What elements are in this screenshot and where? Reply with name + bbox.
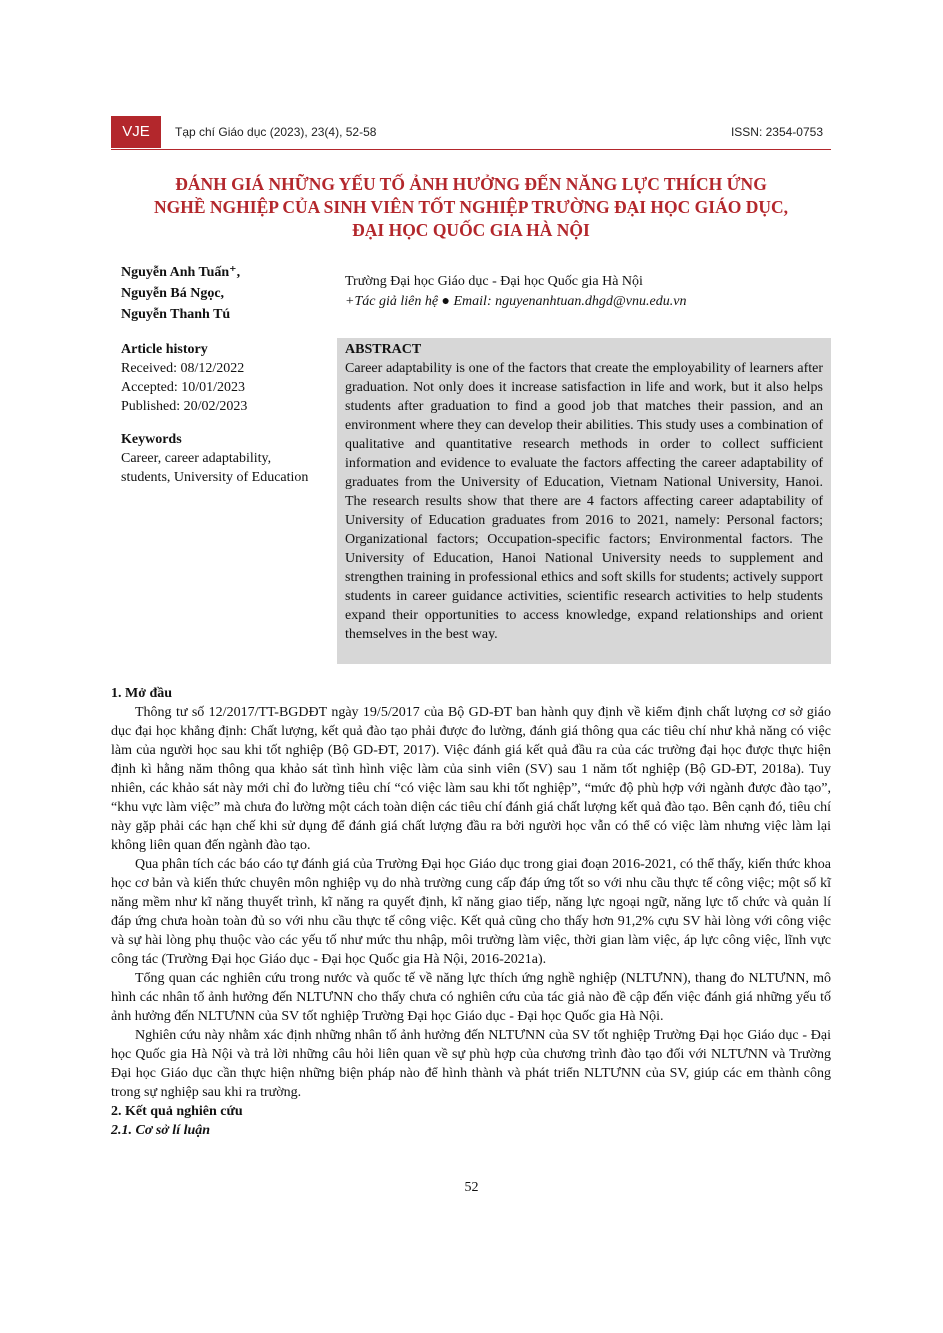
- accepted-date: Accepted: 10/01/2023: [121, 380, 246, 395]
- paragraph: Qua phân tích các báo cáo tự đánh giá của Trường Đại học Giáo dục trong giai đoạn 2016-2021, có thể thấy, kiến thức khoa học cơ bản và kiến thức chuyên môn nghiệp vụ do nhà trường cung cấp đáp ứng tốt so với nhu cầu thực tế công việc; một số kĩ năng mềm như kĩ năng thuyết trình, kĩ năng ra quyết định, kĩ năng giao tiếp, năng lực ngoại ngữ, năng lực tổ chức và quản lí đáp ứng chưa hoàn toàn đủ so với nhu cầu thực tế công việc. Kết quả cũng cho thấy hơn 91,2% cựu SV hài lòng với công việc và sự hài lòng phụ thuộc vào các yếu tố như mức thu nhập, môi trường làm việc, thời gian làm việc, áp lực công việc, lĩnh vực công tác (Trường Đại học Giáo dục - Đại học Quốc gia Hà Nội, 2016-2021a).: [111, 857, 831, 967]
- paragraph: Nghiên cứu này nhằm xác định những nhân tố ảnh hưởng đến NLTƯNN của SV tốt nghiệp Trường Đại học Giáo dục - Đại học Quốc gia Hà Nội và trả lời những câu hỏi liên quan về sự phù hợp của chương trình đào tạo đối với NLTƯNN và Trường Đại học Giáo dục cần thực hiện những biện pháp nào để hình thành và phát triển NLTƯNN của SV, giúp các em thành công trong sự nghiệp sau khi ra trường.: [111, 1028, 831, 1100]
- author-list: [121, 262, 240, 325]
- institution: Trường Đại học Giáo dục - Đại học Quốc gia Hà Nội: [345, 274, 643, 289]
- section-heading: 2. Kết quả nghiên cứu: [111, 1104, 243, 1119]
- article-title: [111, 173, 831, 242]
- keywords-heading: Keywords: [121, 432, 182, 447]
- paragraph: Thông tư số 12/2017/TT-BGDĐT ngày 19/5/2017 của Bộ GD-ĐT ban hành quy định về kiểm định chất lượng cơ sở giáo dục đại học khẳng định: Chất lượng, kết quả đào tạo phải được đo lường, đánh giá thông qua các tiêu chí như khả năng có việc làm của người học sau khi tốt nghiệp (Bộ GD-ĐT, 2017). Việc đánh giá kết quả đầu ra của các trường đại học được thực hiện định kì hằng năm thông qua khảo sát tình hình việc làm của sinh viên (SV) sau 1 năm tốt nghiệp (Bộ GD-ĐT, 2018a). Tuy nhiên, các khảo sát này mới chỉ đo lường tiêu chí “có việc làm sau khi tốt nghiệp”, “mức độ phù hợp với ngành được đào tạo”, “khu vực làm việc” mà chưa đo lường một cách toàn diện các tiêu chí đánh giá chất lượng kết quả đào tạo. Bên cạnh đó, tiêu chí này gặp phải các hạn chế khi sử dụng để đánh giá chất lượng đầu ra bởi người học vẫn có thể có việc làm nhưng việc làm lại không liên quan đến ngành đào tạo.: [111, 705, 831, 853]
- section-heading: 1. Mở đầu: [111, 686, 173, 701]
- issn: ISSN: 2354-0753: [730, 125, 823, 139]
- abstract-text: Career adaptability is one of the factors that create the employability of learners after graduation. Not only does it increase satisfaction in life and work, but it also helps students after graduation to find a good job that matches their passion, and an environment where they can develop their abilities. This study uses a combination of qualitative and quantitative research methods in order to collect sufficient information and evidence to evaluate the factors affecting the career adaptability of graduates from the University of Education, Vietnam National University, Hanoi. The research results show that there are 4 factors affecting career adaptability of University of Education graduates from 2016 to 2021, namely: Personal factors; Organizational factors; Occupation-specific factors; Environmental factors. The University of Education, Hanoi National University needs to supplement and strengthen training in professional ethics and soft skills for students; actively support students in career guidance activities, scientific research activities to help students expand their opportunities to access knowledge, expand relationships and orient themselves in the best way.: [345, 361, 823, 642]
- author-name: Nguyễn Bá Ngọc,: [121, 286, 225, 301]
- journal-citation: Tạp chí Giáo dục (2023), 23(4), 52-58: [175, 125, 377, 139]
- abstract-heading: ABSTRACT: [345, 342, 422, 357]
- author-name: Nguyễn Thanh Tú: [121, 307, 231, 322]
- journal-logo-badge: VJE: [111, 116, 161, 148]
- keywords-text: Career, career adaptability, students, University of Education: [121, 451, 309, 485]
- affiliation: [345, 272, 686, 312]
- title-line: ĐÁNH GIÁ NHỮNG YẾU TỐ ẢNH HƯỞNG ĐẾN NĂNG LỰC THÍCH ỨNG: [175, 174, 767, 194]
- published-date: Published: 20/02/2023: [121, 399, 248, 414]
- abstract-box: [337, 338, 831, 664]
- title-line: NGHỀ NGHIỆP CỦA SINH VIÊN TỐT NGHIỆP TRƯỜNG ĐẠI HỌC GIÁO DỤC,: [154, 197, 788, 217]
- subsection-heading: 2.1. Cơ sở lí luận: [111, 1123, 211, 1138]
- author-name: Nguyễn Anh Tuấn⁺,: [121, 265, 241, 280]
- journal-header: [111, 116, 831, 148]
- corresponding-author: +Tác giả liên hệ ● Email: nguyenanhtuan.dhgd@vnu.edu.vn: [345, 294, 687, 309]
- article-body: [111, 684, 831, 1140]
- received-date: Received: 08/12/2022: [121, 361, 245, 376]
- paragraph: Tổng quan các nghiên cứu trong nước và quốc tế về năng lực thích ứng nghề nghiệp (NLTƯNN), thang đo NLTƯNN, mô hình các nhân tố ảnh hưởng đến NLTƯNN cho thấy chưa có nghiên cứu của tác giả nào đề cập đến việc đánh giá những yếu tố ảnh hưởng đến NLTƯNN của SV tốt nghiệp Trường Đại học Giáo dục - Đại học Quốc gia Hà Nội.: [111, 971, 831, 1024]
- article-meta: [121, 340, 321, 487]
- title-line: ĐẠI HỌC QUỐC GIA HÀ NỘI: [352, 220, 590, 240]
- page-number: 52: [464, 1180, 479, 1195]
- header-divider: [111, 149, 831, 150]
- article-history-heading: Article history: [121, 342, 208, 357]
